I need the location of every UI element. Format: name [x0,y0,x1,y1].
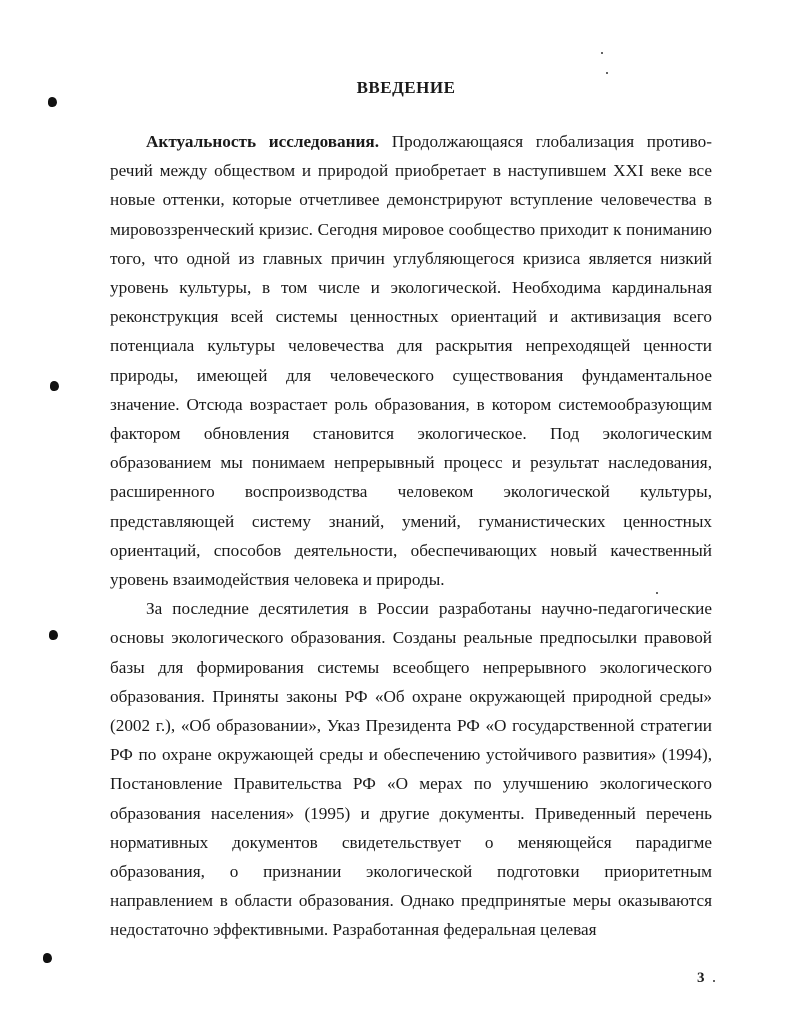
paragraph-relevance [110,127,712,594]
page-number: 3 [697,970,705,986]
paragraph-legal-basis [110,594,712,944]
scan-speck [606,72,608,74]
punch-hole-mark [48,97,57,107]
page-title: ВВЕДЕНИЕ [356,78,456,97]
scan-speck [656,592,658,594]
paragraph-text: Продолжающаяся глобализация противоречий между обществом и природой приобретает в наступившем XXI веке все новые оттенки, которые отчетливее демонстрируют вступление человечества в мировоззренческий кризис. Сегодня мировое сообщество приходит к пониманию того, что одной из главных причин углубляющегося кризиса является низкий уровень культуры, в том числе и экологической. Необходима кардинальная реконструкция всей системы ценностных ориентаций и активизация всего потенциала культуры человечества для раскрытия непреходящей ценности природы, имеющей для человеческого существования фундаментальное значение. Отсюда возрастает роль образования, в котором системообразующим фактором обновления становится экологическое. Под экологическим образованием мы понимаем непрерывный процесс и результат наследования, расширенного воспроизводства человеком экологической культуры, представляющей систему знаний, умений, гуманистических ценностных ориентаций, способов деятельности, обеспечивающих новый качественный уровень взаимодействия человека и природы. [110,132,712,590]
paragraph-text: За последние десятилетия в России разработаны научно-педагогические основы экологического образования. Созданы реальные предпосылки правовой базы для формирования системы всеобщего непрерывного экологического образования. Приняты законы РФ «Об охране окружающей природной среды» (2002 г.), «Об образовании», Указ Президента РФ «О государственной стратегии РФ по охране окружающей среды и обеспечению устойчивого развития» (1994), Постановление Правительства РФ «О мерах по улучшению экологического образования населения» (1995) и другие документы. Приведенный перечень нормативных документов свидетельствует о меняющейся парадигме образования, о признании экологической подготовки приоритетным направлением в области образования. Однако предпринятые меры оказываются недостаточно эффективными. Разработанная федеральная целевая [110,599,712,940]
scan-speck [713,980,715,982]
paragraph-lead: Актуальность исследования. [146,132,380,151]
punch-hole-mark [43,953,52,963]
punch-hole-mark [49,630,58,640]
body-text [110,127,712,945]
punch-hole-mark [50,381,59,391]
scan-speck [601,52,603,54]
